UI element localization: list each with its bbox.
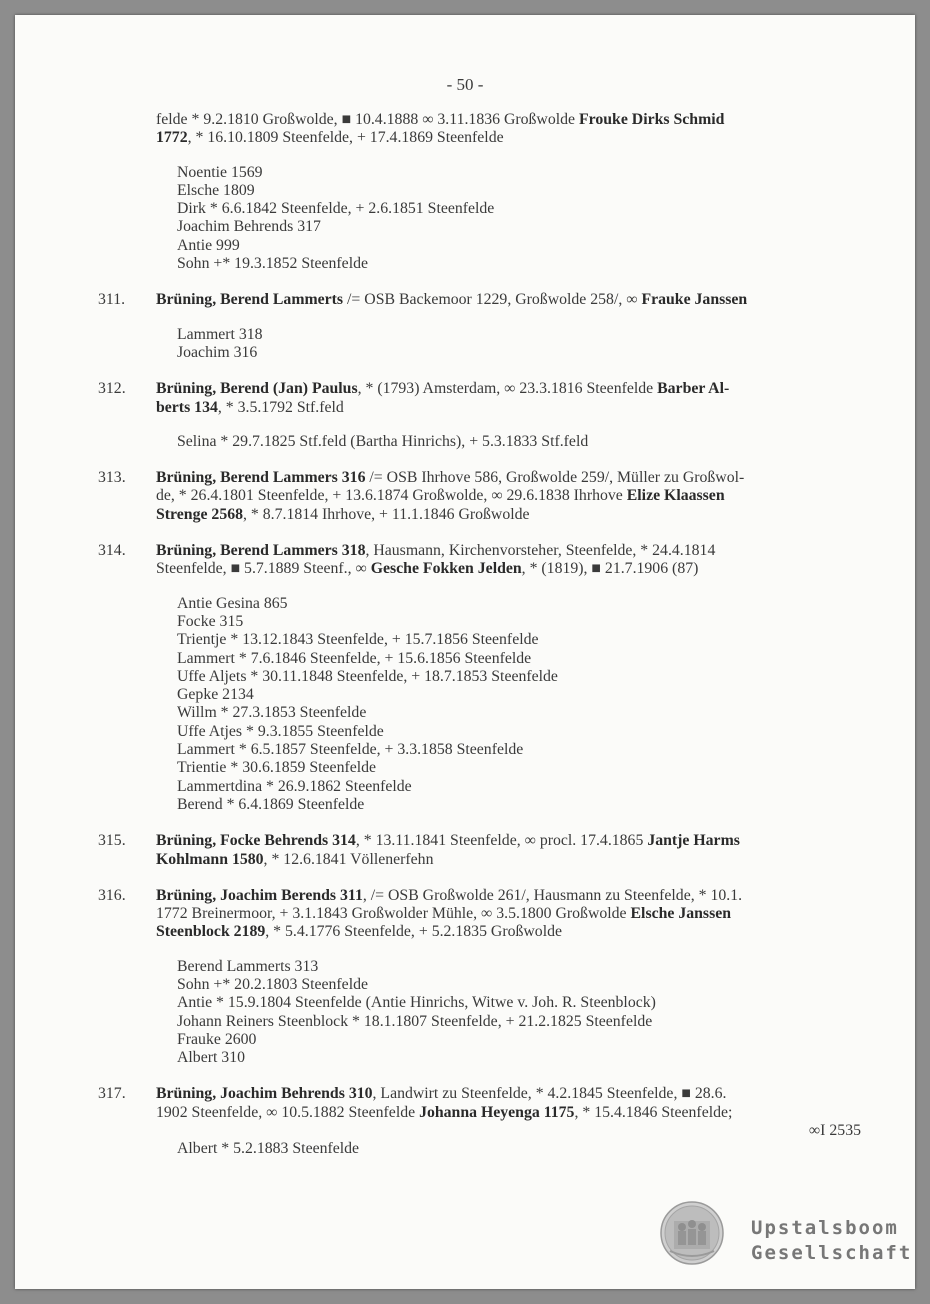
child-item: Noentie 1569 (177, 163, 263, 181)
child-item: Berend Lammerts 313 (177, 957, 319, 975)
child-item: Antie Gesina 865 (177, 594, 288, 612)
child-item: Willm * 27.3.1853 Steenfelde (177, 704, 367, 722)
child-item: Trientje * 13.12.1843 Steenfelde, + 15.7.1856 Steenfelde (177, 631, 539, 649)
child-item: Albert 310 (177, 1049, 246, 1067)
entry-number: 315. (98, 832, 126, 850)
children-list (15, 433, 915, 451)
page-number: - 50 - (446, 75, 484, 94)
children-list (15, 164, 915, 274)
entry-number: 312. (98, 380, 126, 398)
child-item: Berend * 6.4.1869 Steenfelde (177, 795, 365, 813)
seal-icon (660, 1201, 724, 1265)
child-item: Sohn +* 19.3.1852 Steenfelde (177, 255, 368, 273)
document-body (15, 111, 915, 1159)
entry-311: 311. Brüning, Berend Lammerts /= OSB Backemoor 1229, Großwolde 258/, ∞ Frauke Janssen (98, 291, 748, 309)
entry-315: 315. Brüning, Focke Behrends 314, * 13.11.1841 Steenfelde, ∞ procl. 17.4.1865 Jantje Harms Kohlmann 1580, * 12.6.1841 Völlenerfehn (98, 832, 740, 868)
child-item: Joachim 316 (177, 343, 258, 361)
entry-312: 312. Brüning, Berend (Jan) Paulus, * (1793) Amsterdam, ∞ 23.3.1816 Steenfelde Barber Al- berts 134, * 3.5.1792 Stf.feld (98, 380, 730, 416)
child-item: Focke 315 (177, 612, 244, 630)
child-item: Lammertdina * 26.9.1862 Steenfelde (177, 777, 412, 795)
child-item: Albert * 5.2.1883 Steenfelde (177, 1140, 360, 1158)
document-page (15, 15, 915, 1289)
child-item: Antie 999 (177, 236, 240, 254)
child-item: Trientie * 30.6.1859 Steenfelde (177, 759, 377, 777)
entry-314: 314. Brüning, Berend Lammers 318, Hausmann, Kirchenvorsteher, Steenfelde, * 24.4.1814 Steenfelde, ■ 5.7.1889 Steenf., ∞ Gesche Fokken Jelden, * (1819), ■ 21.7.1906 (87) (98, 542, 716, 578)
child-item: Selina * 29.7.1825 Stf.feld (Bartha Hinrichs), + 5.3.1833 Stf.feld (177, 432, 589, 450)
child-item: Uffe Atjes * 9.3.1855 Steenfelde (177, 722, 384, 740)
children-list (15, 326, 915, 363)
entry-number: 313. (98, 469, 126, 487)
children-list (15, 958, 915, 1068)
entry-313: 313. Brüning, Berend Lammers 316 /= OSB Ihrhove 586, Großwolde 259/, Müller zu Großwol- de, * 26.4.1801 Steenfelde, + 13.6.1874 Großwolde, ∞ 29.6.1838 Ihrhove Elize Klaassen Strenge 2568, * 8.7.1814 Ihrhove, + 11.1.1846 Großwolde (98, 469, 745, 523)
child-item: Lammert * 7.6.1846 Steenfelde, + 15.6.1856 Steenfelde (177, 649, 532, 667)
child-item: Frauke 2600 (177, 1030, 257, 1048)
child-item: Elsche 1809 (177, 181, 255, 199)
entry-number: 314. (98, 542, 126, 560)
entry-number: 311. (98, 291, 126, 309)
child-item: Sohn +* 20.2.1803 Steenfelde (177, 975, 368, 993)
child-item: Gepke 2134 (177, 686, 254, 704)
child-item: Dirk * 6.6.1842 Steenfelde, + 2.6.1851 Steenfelde (177, 200, 495, 218)
society-name: Upstalsboom Gesellschaft (751, 1217, 913, 1264)
child-item: Antie * 15.9.1804 Steenfelde (Antie Hinrichs, Witwe v. Joh. R. Steenblock) (177, 994, 656, 1012)
entry-316: 316. Brüning, Joachim Berends 311, /= OSB Großwolde 261/, Hausmann zu Steenfelde, * 10.1. 1772 Breinermoor, + 3.1.1843 Großwolder Mühle, ∞ 3.5.1800 Großwolde Elsche Janssen Steenblock 2189, * 5.4.1776 Steenfelde, + 5.2.1835 Großwolde (98, 886, 743, 941)
child-item: Lammert * 6.5.1857 Steenfelde, + 3.3.1858 Steenfelde (177, 741, 524, 759)
child-item: Joachim Behrends 317 (177, 218, 321, 236)
child-item: Johann Reiners Steenblock * 18.1.1807 Steenfelde, + 21.2.1825 Steenfelde (177, 1012, 653, 1030)
entry-310-continuation: felde * 9.2.1810 Großwolde, ■ 10.4.1888 ∞ 3.11.1836 Großwolde Frouke Dirks Schmid 1772, * 16.10.1809 Steenfelde, + 17.4.1869 Steenfelde (156, 111, 725, 147)
child-item: Uffe Aljets * 30.11.1848 Steenfelde, + 18.7.1853 Steenfelde (177, 667, 558, 685)
entry-number: 316. (98, 886, 126, 904)
child-item: Lammert 318 (177, 325, 263, 343)
children-list (15, 1140, 915, 1158)
entry-number: 317. (98, 1085, 126, 1103)
entry-317: 317. Brüning, Joachim Behrends 310, Landwirt zu Steenfelde, * 4.2.1845 Steenfelde, ■ 28.6. 1902 Steenfelde, ∞ 10.5.1882 Steenfelde Johanna Heyenga 1175, * 15.4.1846 Steenfelde; ∞I 2535 (98, 1085, 861, 1140)
children-list (15, 595, 915, 815)
